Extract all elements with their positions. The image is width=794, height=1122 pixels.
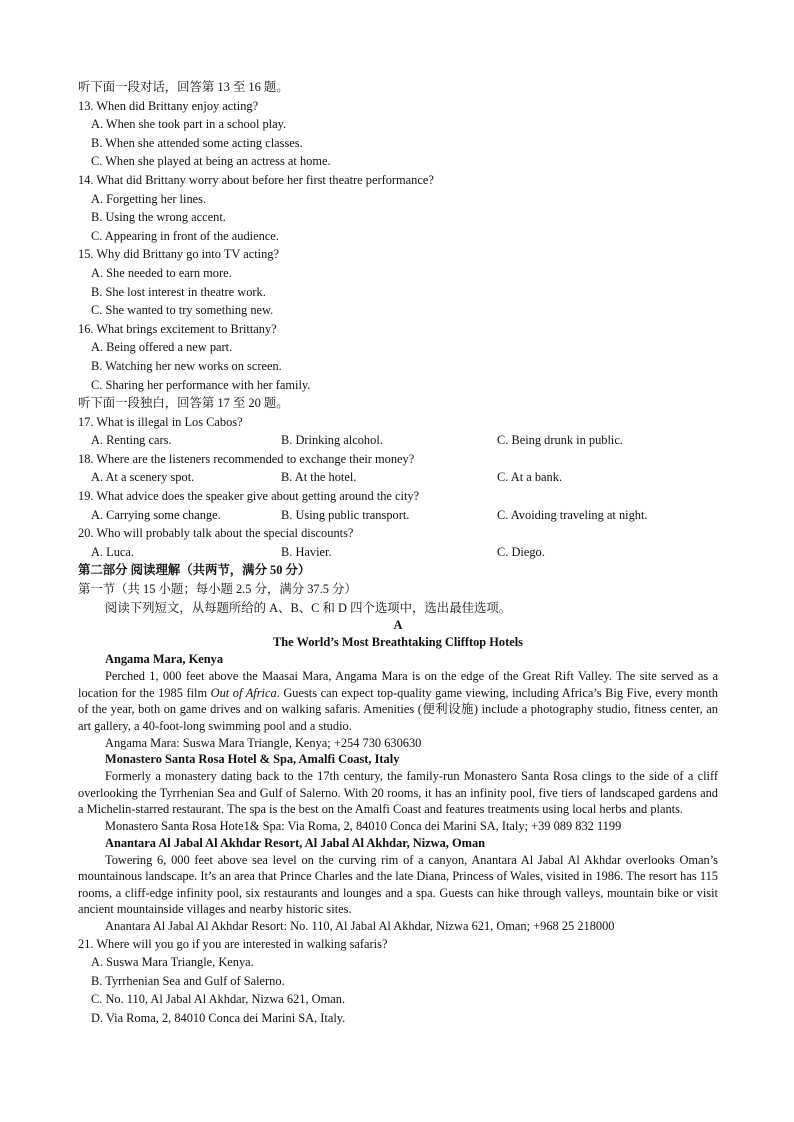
option-b: B. At the hotel. — [281, 470, 357, 485]
reading-instruction: 阅读下列短文，从每题所给的 A、B、C 和 D 四个选项中，选出最佳选项。 — [105, 600, 512, 615]
option-c: C. Being drunk in public. — [497, 433, 623, 448]
option-a: A. Carrying some change. — [91, 507, 221, 522]
question-14 — [78, 171, 718, 245]
hotel-name: Angama Mara, Kenya — [105, 652, 224, 667]
question-18 — [78, 450, 718, 487]
option-c: C. No. 110, Al Jabal Al Akhdar, Nizwa 621, Oman. — [91, 992, 346, 1007]
exam-page — [78, 78, 718, 1028]
hotel-description: Formerly a monastery dating back to the 17th century, the family-run Monastero Santa Rosa clings to the side of a cliff overlooking the Tyrrhenian Sea and Gulf of Salerno. With 20 rooms, it has an infinity pool, five tiers of landscaped gardens and a Michelin-starred restaurant. The spa is the best on the Amalfi Coast and features treatments using local herbs and plants. — [78, 769, 718, 817]
hotel-address: Anantara Al Jabal Al Akhdar Resort: No. 110, Al Jabal Al Akhdar, Nizwa 621, Oman; +968 25 218000 — [105, 918, 615, 933]
option-b: B. Watching her new works on screen. — [91, 358, 282, 373]
part2-heading: 第二部分 阅读理解（共两节，满分 50 分） — [78, 563, 311, 578]
question-stem: 13. When did Brittany enjoy acting? — [78, 98, 259, 113]
question-20 — [78, 524, 718, 561]
question-16 — [78, 320, 718, 394]
question-13 — [78, 97, 718, 171]
option-b: B. Tyrrhenian Sea and Gulf of Salerno. — [91, 973, 285, 988]
hotel-address: Monastero Santa Rosa Hote1& Spa: Via Roma, 2, 84010 Conca dei Marini SA, Italy; +39 089 832 1199 — [105, 818, 622, 833]
option-a: A. Renting cars. — [91, 433, 172, 448]
option-c: C. Sharing her performance with her family. — [91, 377, 311, 392]
hotel-description — [78, 668, 718, 734]
option-c: C. Avoiding traveling at night. — [497, 507, 648, 522]
option-a: A. Suswa Mara Triangle, Kenya. — [91, 955, 254, 970]
options-row — [78, 431, 718, 450]
option-b: B. Havier. — [281, 544, 332, 559]
question-stem: 15. Why did Brittany go into TV acting? — [78, 247, 279, 262]
question-stem: 19. What advice does the speaker give about getting around the city? — [78, 489, 420, 504]
question-stem: 17. What is illegal in Los Cabos? — [78, 414, 243, 429]
hotel-name: Monastero Santa Rosa Hotel & Spa, Amalfi Coast, Italy — [105, 752, 400, 767]
question-15 — [78, 245, 718, 319]
question-19 — [78, 487, 718, 524]
option-b: B. She lost interest in theatre work. — [91, 284, 266, 299]
passage-title: The World’s Most Breathtaking Clifftop Hotels — [273, 635, 523, 650]
option-c: C. Appearing in front of the audience. — [91, 228, 279, 243]
question-stem: 21. Where will you go if you are interested in walking safaris? — [78, 936, 388, 951]
question-stem: 20. Who will probably talk about the special discounts? — [78, 526, 354, 541]
description-part2: . Guests can expect top-quality game viewing, including Africa’s Big Five, every month of the year, both on game drives and on walking safaris. Amenities (便利设施) include a photography studio, fitness center, an art gallery, a 40-foot-long swimming pool and a studio. — [78, 685, 719, 733]
option-a: A. Being offered a new part. — [91, 340, 233, 355]
option-c: C. She wanted to try something new. — [91, 303, 274, 318]
options-row — [78, 468, 718, 487]
film-title: Out of Africa — [210, 685, 277, 700]
option-b: B. When she attended some acting classes. — [91, 135, 303, 150]
hotel-address: Angama Mara: Suswa Mara Triangle, Kenya; +254 730 630630 — [105, 735, 422, 750]
option-a: A. Luca. — [91, 544, 135, 559]
hotel-monastero-santa-rosa — [78, 751, 718, 834]
hotel-anantara — [78, 835, 718, 935]
option-a: A. At a scenery spot. — [91, 470, 195, 485]
option-a: A. She needed to earn more. — [91, 265, 232, 280]
hotel-name: Anantara Al Jabal Al Akhdar Resort, Al Jabal Al Akhdar, Nizwa, Oman — [105, 835, 486, 850]
option-c: C. Diego. — [497, 544, 545, 559]
question-21 — [78, 935, 718, 1028]
hotel-description: Towering 6, 000 feet above sea level on the curving rim of a canyon, Anantara Al Jabal Al Akhdar overlooks Oman’s mountainous landscape. It’s an area that Prince Charles and the late Diana, Princess of Wales, visited in 1986. The resort has 115 rooms, a cliff-edge infinity pool, six restaurants and lounges and a spa. Guests can hike through valleys, mountain bike or visit ancient mountainside villages and nearby historic sites. — [78, 852, 718, 917]
option-b: B. Drinking alcohol. — [281, 433, 383, 448]
part2-subheading: 第一节（共 15 小题；每小题 2.5 分，满分 37.5 分） — [78, 582, 357, 597]
section2-intro: 听下面一段独白，回答第 17 至 20 题。 — [78, 396, 289, 411]
question-stem: 14. What did Brittany worry about before her first theatre performance? — [78, 172, 434, 187]
passage-letter: A — [393, 618, 403, 633]
option-c: C. When she played at being an actress at home. — [91, 154, 331, 169]
option-b: B. Using the wrong accent. — [91, 210, 226, 225]
option-d: D. Via Roma, 2, 84010 Conca dei Marini SA, Italy. — [91, 1010, 346, 1025]
option-b: B. Using public transport. — [281, 507, 410, 522]
question-stem: 16. What brings excitement to Brittany? — [78, 321, 277, 336]
question-17 — [78, 413, 718, 450]
options-row — [78, 506, 718, 525]
description-part1: Perched 1, 000 feet above the Maasai Mara, Angama Mara is on the edge of the Great Rift Valley. The site served as a location for the 1985 film — [78, 669, 718, 700]
option-a: A. When she took part in a school play. — [91, 117, 287, 132]
option-a: A. Forgetting her lines. — [91, 191, 207, 206]
hotel-angama-mara — [78, 651, 718, 751]
options-row — [78, 543, 718, 562]
section1-intro: 听下面一段对话，回答第 13 至 16 题。 — [78, 80, 289, 94]
question-stem: 18. Where are the listeners recommended to exchange their money? — [78, 451, 415, 466]
option-c: C. At a bank. — [497, 470, 563, 485]
